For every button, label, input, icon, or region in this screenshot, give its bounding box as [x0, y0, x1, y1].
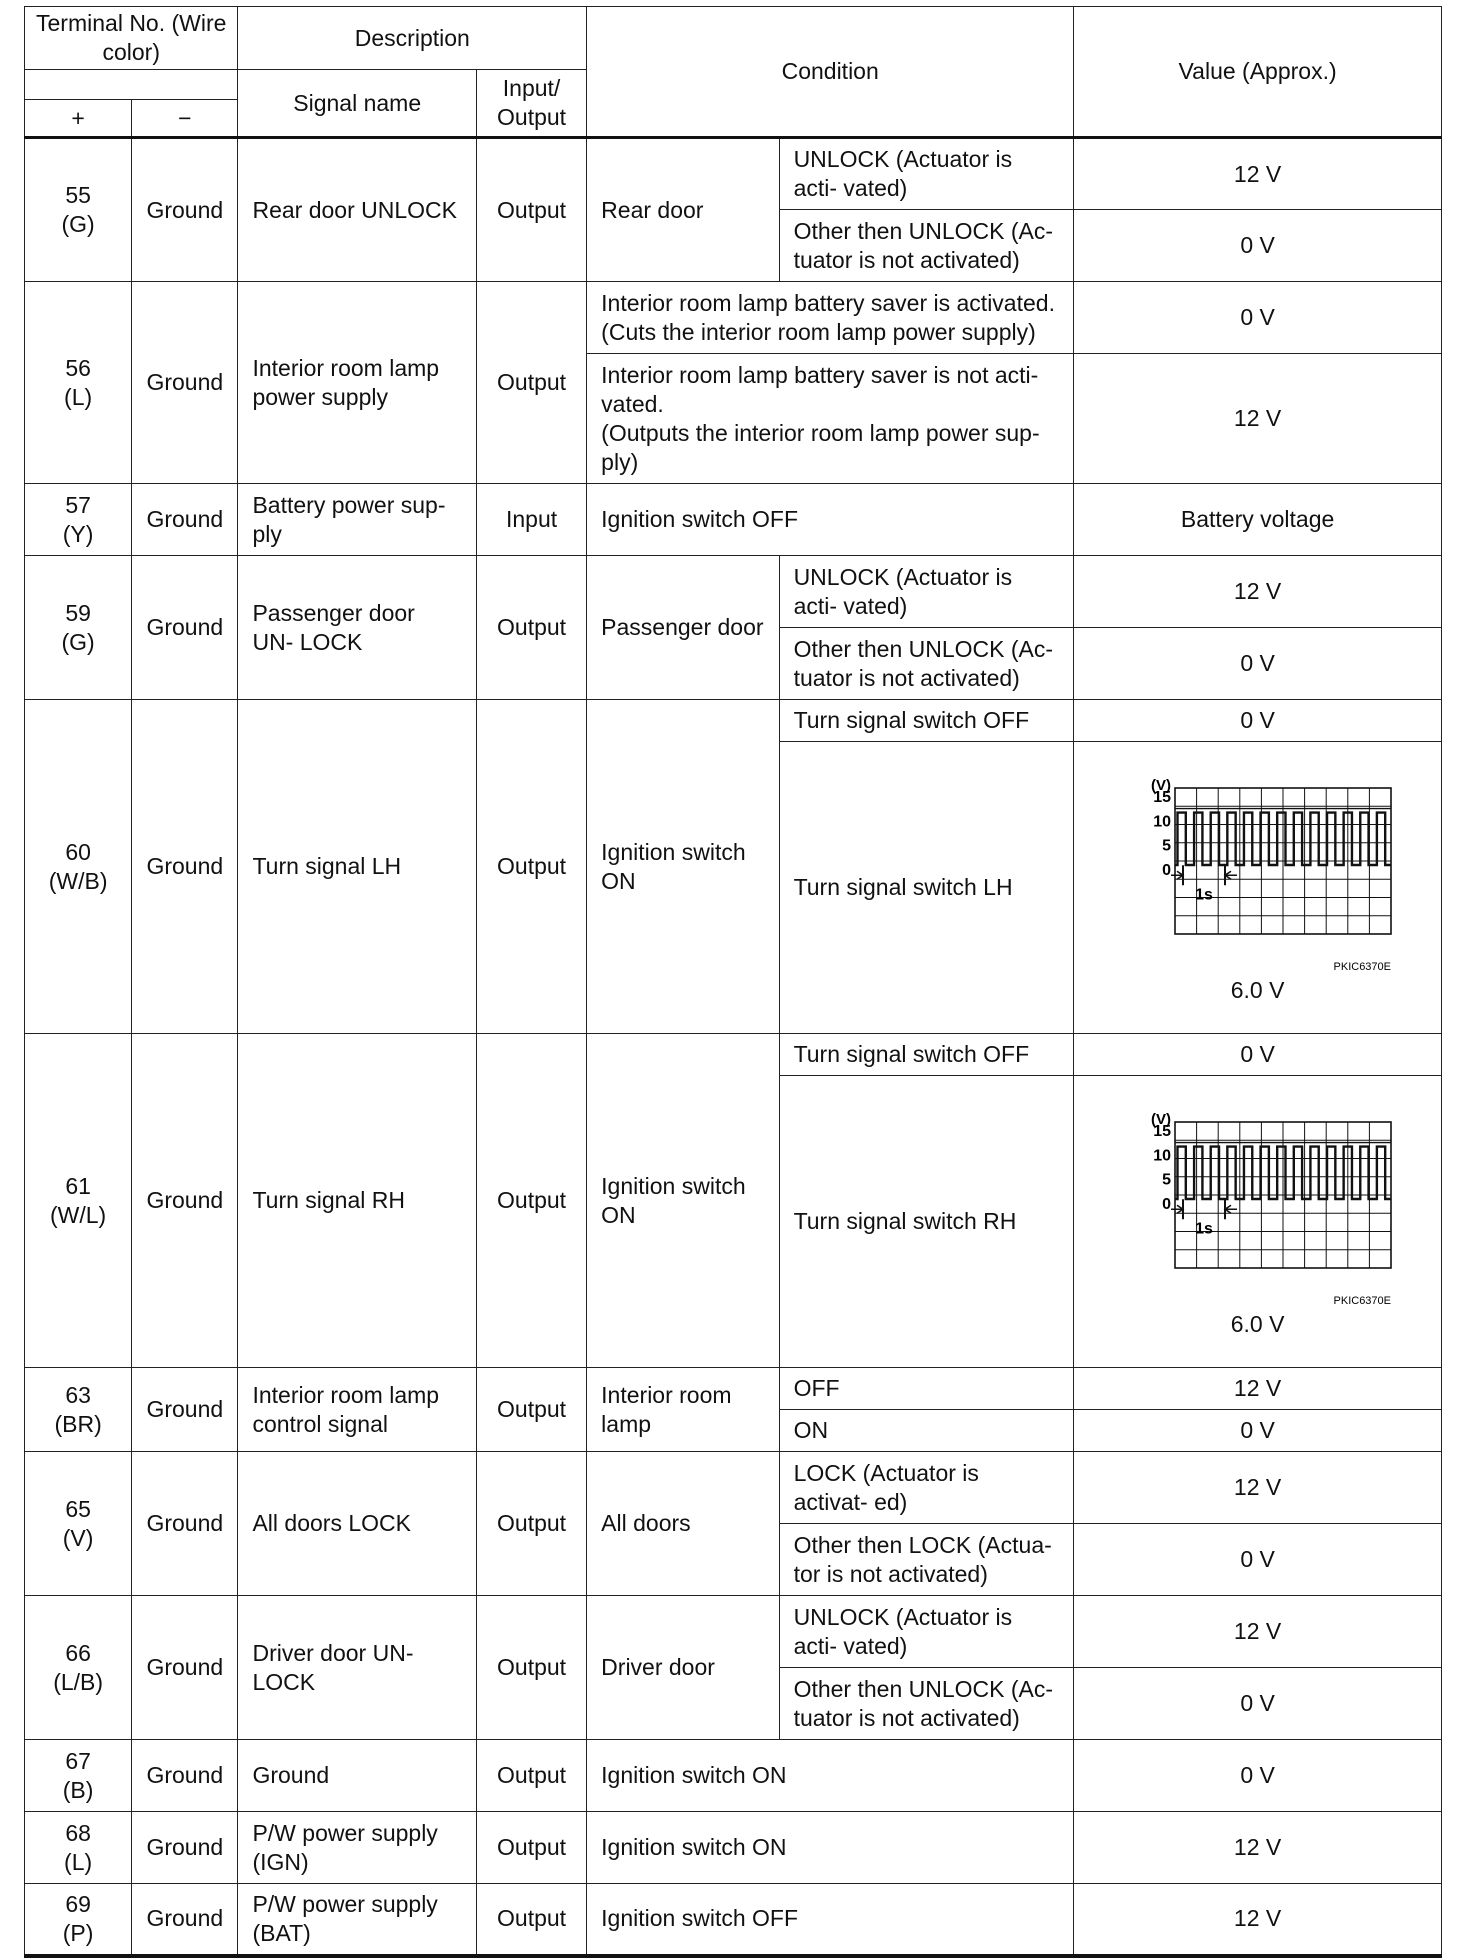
terminal-61	[25, 1034, 132, 1368]
io-cell: Output	[476, 1452, 586, 1596]
ground-cell: Ground	[132, 1596, 238, 1740]
sub-condition: Other then LOCK (Actua- tor is not activated)	[779, 1524, 1074, 1596]
header-signal-name: Signal name	[238, 70, 476, 138]
sub-condition: OFF	[779, 1368, 1074, 1410]
value-cell: 0 V	[1074, 1524, 1442, 1596]
plot-y-tick: 5	[1161, 837, 1171, 855]
ground-cell: Ground	[132, 1884, 238, 1956]
value-label: 6.0 V	[1230, 977, 1285, 1003]
value-cell: 12 V	[1074, 138, 1442, 210]
sub-condition: Other then UNLOCK (Ac- tuator is not activated)	[779, 1668, 1074, 1740]
wire-color: (L/B)	[53, 1668, 104, 1695]
wire-color: (G)	[61, 211, 95, 237]
ground-cell: Ground	[132, 282, 238, 484]
value-cell: 0 V	[1074, 628, 1442, 700]
sub-condition: LOCK (Actuator is activat- ed)	[779, 1452, 1074, 1524]
sub-condition: UNLOCK (Actuator is acti- vated)	[779, 1596, 1074, 1668]
wire-color: (W/B)	[48, 867, 108, 894]
condition-cell: Rear door	[587, 138, 779, 282]
header-plus: +	[25, 100, 132, 138]
io-cell: Output	[476, 1596, 586, 1740]
wire-color: (V)	[62, 1524, 94, 1551]
condition-cell: Ignition switch OFF	[587, 1884, 1074, 1956]
terminal-number: 57	[65, 491, 91, 518]
sub-condition: Turn signal switch LH	[779, 742, 1074, 1034]
terminal-66	[25, 1596, 132, 1740]
sub-condition: Other then UNLOCK (Ac- tuator is not activated)	[779, 628, 1074, 700]
io-cell: Output	[476, 138, 586, 282]
terminal-59	[25, 556, 132, 700]
ground-cell: Ground	[132, 1034, 238, 1368]
terminal-67	[25, 1740, 132, 1812]
terminal-number: 65	[65, 1495, 91, 1522]
figure-code: PKIC6370E	[1333, 961, 1391, 973]
wire-color: (P)	[62, 1919, 94, 1946]
terminal-number: 55	[65, 182, 91, 208]
header-minus: −	[132, 100, 238, 138]
sub-condition: Turn signal switch OFF	[779, 1034, 1074, 1076]
plot-y-tick: 15	[1152, 789, 1171, 806]
wire-color: (Y)	[62, 520, 94, 547]
condition-cell: Interior room lamp	[587, 1368, 779, 1452]
terminal-65	[25, 1452, 132, 1596]
ground-cell: Ground	[132, 484, 238, 556]
terminal-55	[25, 138, 132, 282]
terminal-number: 63	[65, 1381, 91, 1408]
plot-unit-label: (V)	[1150, 777, 1171, 794]
terminal-69	[25, 1884, 132, 1956]
signal-name: P/W power supply (BAT)	[238, 1884, 476, 1956]
terminal-63	[25, 1368, 132, 1452]
value-cell: 0 V	[1074, 1740, 1442, 1812]
io-cell: Output	[476, 1884, 586, 1956]
io-cell: Output	[476, 1034, 586, 1368]
value-cell: 12 V	[1074, 1812, 1442, 1884]
wire-color: (L)	[64, 1848, 93, 1875]
condition-cell: Ignition switch ON	[587, 1740, 1074, 1812]
sub-condition: ON	[779, 1410, 1074, 1452]
ground-cell: Ground	[132, 556, 238, 700]
terminal-number: 69	[65, 1890, 91, 1917]
waveform-plot-rh	[1123, 1110, 1393, 1310]
sub-condition: Turn signal switch OFF	[779, 700, 1074, 742]
terminal-56	[25, 282, 132, 484]
condition-cell: All doors	[587, 1452, 779, 1596]
time-arrow-left	[1225, 1205, 1237, 1213]
plot-y-tick: 5	[1161, 1171, 1171, 1189]
io-cell: Output	[476, 282, 586, 484]
value-cell: 0 V	[1074, 210, 1442, 282]
value-cell: 12 V	[1074, 354, 1442, 484]
condition-cell: Ignition switch ON	[587, 1812, 1074, 1884]
terminal-number: 61	[65, 1172, 91, 1199]
signal-name: Battery power sup- ply	[238, 484, 476, 556]
sub-condition: Other then UNLOCK (Ac- tuator is not activated)	[779, 210, 1074, 282]
ground-cell: Ground	[132, 1812, 238, 1884]
wire-color: (L)	[64, 383, 93, 410]
figure-code: PKIC6370E	[1333, 1295, 1391, 1307]
time-arrow-left	[1225, 871, 1237, 879]
terminal-number: 66	[65, 1639, 91, 1666]
header-condition: Condition	[587, 7, 1074, 138]
sub-condition: UNLOCK (Actuator is acti- vated)	[779, 556, 1074, 628]
value-cell: 12 V	[1074, 1596, 1442, 1668]
terminal-number: 67	[65, 1747, 91, 1774]
value-cell: Battery voltage	[1074, 484, 1442, 556]
time-arrow-right	[1171, 871, 1183, 879]
condition-cell: Ignition switch ON	[587, 700, 779, 1034]
io-cell: Input	[476, 484, 586, 556]
value-cell: 12 V	[1074, 1884, 1442, 1956]
terminal-60	[25, 700, 132, 1034]
sub-condition: Turn signal switch RH	[779, 1076, 1074, 1368]
signal-name: Passenger door UN- LOCK	[238, 556, 476, 700]
terminal-number: 68	[65, 1819, 91, 1846]
terminal-57	[25, 484, 132, 556]
condition-cell: Interior room lamp battery saver is activated. (Cuts the interior room lamp power supply)	[587, 282, 1074, 354]
condition-cell: Ignition switch OFF	[587, 484, 1074, 556]
signal-name: Driver door UN- LOCK	[238, 1596, 476, 1740]
terminal-number: 56	[65, 354, 91, 381]
header-value: Value (Approx.)	[1074, 7, 1442, 138]
terminal-spec-table	[24, 6, 1442, 1958]
plot-y-tick: 10	[1152, 813, 1171, 831]
value-cell: 0 V	[1074, 282, 1442, 354]
value-cell: 0 V	[1074, 1034, 1442, 1076]
time-scale-label: 1s	[1194, 1220, 1213, 1238]
condition-cell	[587, 354, 1074, 484]
plot-unit-label: (V)	[1150, 1111, 1171, 1128]
io-cell: Output	[476, 556, 586, 700]
signal-name: P/W power supply (IGN)	[238, 1812, 476, 1884]
ground-cell: Ground	[132, 700, 238, 1034]
ground-cell: Ground	[132, 138, 238, 282]
signal-name: All doors LOCK	[238, 1452, 476, 1596]
ground-cell: Ground	[132, 1452, 238, 1596]
value-cell: 12 V	[1074, 1368, 1442, 1410]
wire-color: (B)	[62, 1776, 94, 1803]
condition-cell: Ignition switch ON	[587, 1034, 779, 1368]
ground-cell: Ground	[132, 1740, 238, 1812]
io-cell: Output	[476, 1368, 586, 1452]
signal-name: Interior room lamp power supply	[238, 282, 476, 484]
plot-y-tick: 15	[1152, 1123, 1171, 1140]
value-cell-waveform	[1074, 742, 1442, 1034]
time-arrow-right	[1171, 1205, 1183, 1213]
condition-cell: Passenger door	[587, 556, 779, 700]
io-cell: Output	[476, 1812, 586, 1884]
terminal-number: 59	[65, 599, 91, 626]
value-cell-waveform	[1074, 1076, 1442, 1368]
waveform-plot-lh	[1123, 776, 1393, 976]
signal-name: Turn signal RH	[238, 1034, 476, 1368]
signal-name: Rear door UNLOCK	[238, 138, 476, 282]
io-cell: Output	[476, 700, 586, 1034]
wire-color: (G)	[61, 628, 95, 655]
header-terminal-spacer	[25, 70, 238, 100]
plot-y-tick: 10	[1152, 1147, 1171, 1165]
signal-name: Interior room lamp control signal	[238, 1368, 476, 1452]
ground-cell: Ground	[132, 1368, 238, 1452]
value-cell: 12 V	[1074, 556, 1442, 628]
header-description: Description	[238, 7, 587, 70]
value-cell: 12 V	[1074, 1452, 1442, 1524]
io-cell: Output	[476, 1740, 586, 1812]
signal-name: Ground	[238, 1740, 476, 1812]
value-cell: 0 V	[1074, 700, 1442, 742]
value-label: 6.0 V	[1230, 1311, 1285, 1337]
time-scale-label: 1s	[1194, 886, 1213, 904]
terminal-68	[25, 1812, 132, 1884]
condition-cell: Driver door	[587, 1596, 779, 1740]
terminal-number: 60	[65, 838, 91, 865]
plot-y-tick: 0	[1161, 862, 1171, 879]
signal-name: Turn signal LH	[238, 700, 476, 1034]
plot-y-tick: 0	[1161, 1196, 1171, 1213]
header-terminal: Terminal No. (Wire color)	[25, 7, 238, 70]
sub-condition: UNLOCK (Actuator is acti- vated)	[779, 138, 1074, 210]
condition-line: (Outputs the interior room lamp power sup- ply)	[601, 419, 1040, 475]
value-cell: 0 V	[1074, 1668, 1442, 1740]
wire-color: (BR)	[54, 1410, 102, 1437]
header-io: Input/ Output	[476, 70, 586, 138]
value-cell: 0 V	[1074, 1410, 1442, 1452]
condition-line: Interior room lamp battery saver is not acti- vated.	[601, 361, 1039, 417]
wire-color: (W/L)	[50, 1201, 107, 1228]
